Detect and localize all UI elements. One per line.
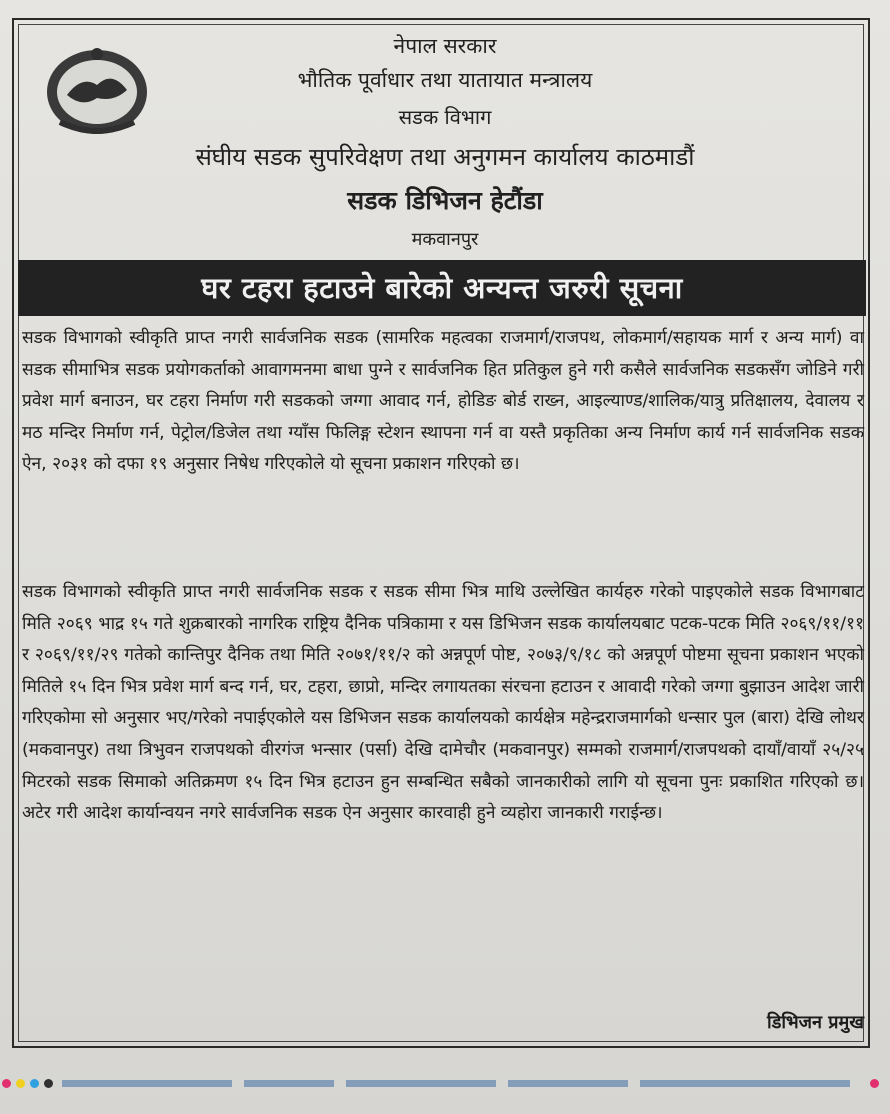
magenta-dot bbox=[2, 1079, 11, 1088]
notice-inner-border bbox=[18, 24, 864, 1042]
header-division: सडक डिभिजन हेटौंडा bbox=[347, 186, 543, 215]
color-bar bbox=[244, 1080, 334, 1087]
header-ministry: भौतिक पूर्वाधार तथा यातायात मन्त्रालय bbox=[297, 68, 593, 92]
color-bar bbox=[508, 1080, 628, 1087]
cyan-dot bbox=[30, 1079, 39, 1088]
black-dot bbox=[44, 1079, 53, 1088]
color-bar bbox=[640, 1080, 850, 1087]
magenta-dot bbox=[870, 1079, 879, 1088]
notice-paragraph-2: सडक विभागको स्वीकृति प्राप्त नगरी सार्वजनिक सडक र सडक सीमा भित्र माथि उल्लेखित कार्यहरु गरेको पाइएकोले सडक विभागबाट मिति २०६९ भाद्र १५ गते शुक्रबारको नागरिक राष्ट्रिय दैनिक पत्रिकामा र यस डिभिजन सडक कार्यालयबाट पटक-पटक मिति २०६९/११/११ र २०६९/११/२९ गतेको कान्तिपुर दैनिक तथा मिति २०७१/११/२ को अन्नपूर्ण पोष्ट, २०७३/९/१८ को अन्नपूर्ण पोष्टमा सूचना प्रकाशन भएको मितिले १५ दिन भित्र प्रवेश मार्ग बन्द गर्न, घर, टहरा, छाप्रो, मन्दिर लगायतका संरचना हटाउन र आवादी गरेको जग्गा बुझाउन आदेश जारी गरिएकोमा सो अनुसार भए/गरेको नपाईएकोले यस डिभिजन सडक कार्यालयको कार्यक्षेत्र महेन्द्रराजमार्गको धन्सार पुल (बारा) देखि लोथर (मकवानपुर) तथा त्रिभुवन राजपथको वीरगंज भन्सार (पर्सा) देखि दामेचौर (मकवानपुर) सम्मको राजमार्ग/राजपथको दायाँ/वायाँ २५/२५ मिटरको सडक सिमाको अतिक्रमण १५ दिन भित्र हटाउन हुन सम्बन्धित सबैको जानकारीको लागि यो सूचना पुनः प्रकाशित गरिएको छ। अटेर गरी आदेश कार्यान्वयन नगरे सार्वजनिक सडक ऐन अनुसार कारवाही हुने व्यहोरा जानकारी गराईन्छ। bbox=[22, 582, 864, 824]
header-department: सडक विभाग bbox=[398, 105, 492, 129]
print-color-strip bbox=[0, 1068, 890, 1098]
color-bar bbox=[346, 1080, 496, 1087]
signature-title: डिभिजन प्रमुख bbox=[767, 1012, 864, 1033]
header-government: नेपाल सरकार bbox=[393, 34, 497, 58]
header-district: मकवानपुर bbox=[411, 229, 479, 250]
header-office: संघीय सडक सुपरिवेक्षण तथा अनुगमन कार्यालय काठमाडौं bbox=[195, 143, 695, 171]
notice-paragraph-1: सडक विभागको स्वीकृति प्राप्त नगरी सार्वजनिक सडक (सामरिक महत्वका राजमार्ग/राजपथ, लोकमार्ग/सहायक मार्ग र अन्य मार्ग) वा सडक सीमाभित्र सडक प्रयोगकर्ताको आवागमनमा बाधा पुग्ने र सार्वजनिक हित प्रतिकुल हुने गरी कसैले सार्वजनिक सडकसँग जोडिने गरी प्रवेश मार्ग बनाउन, घर टहरा निर्माण गरी सडकको जग्गा आवाद गर्न, होडिङ बोर्ड राख्न, आइल्याण्ड/शालिक/यात्रु प्रतिक्षालय, देवालय र मठ मन्दिर निर्माण गर्न, पेट्रोल/डिजेल तथा ग्याँस फिलिङ्ग स्टेशन स्थापना गर्न वा यस्तै प्रकृतिका अन्य निर्माण कार्य गर्न सार्वजनिक सडक ऐन, २०३१ को दफा १९ अनुसार निषेध गरिएकोले यो सूचना प्रकाशन गरिएको छ। bbox=[22, 328, 864, 475]
yellow-dot bbox=[16, 1079, 25, 1088]
notice-title-banner: घर टहरा हटाउने बारेको अन्यन्त जरुरी सूचना bbox=[18, 260, 866, 316]
color-bar bbox=[62, 1080, 232, 1087]
